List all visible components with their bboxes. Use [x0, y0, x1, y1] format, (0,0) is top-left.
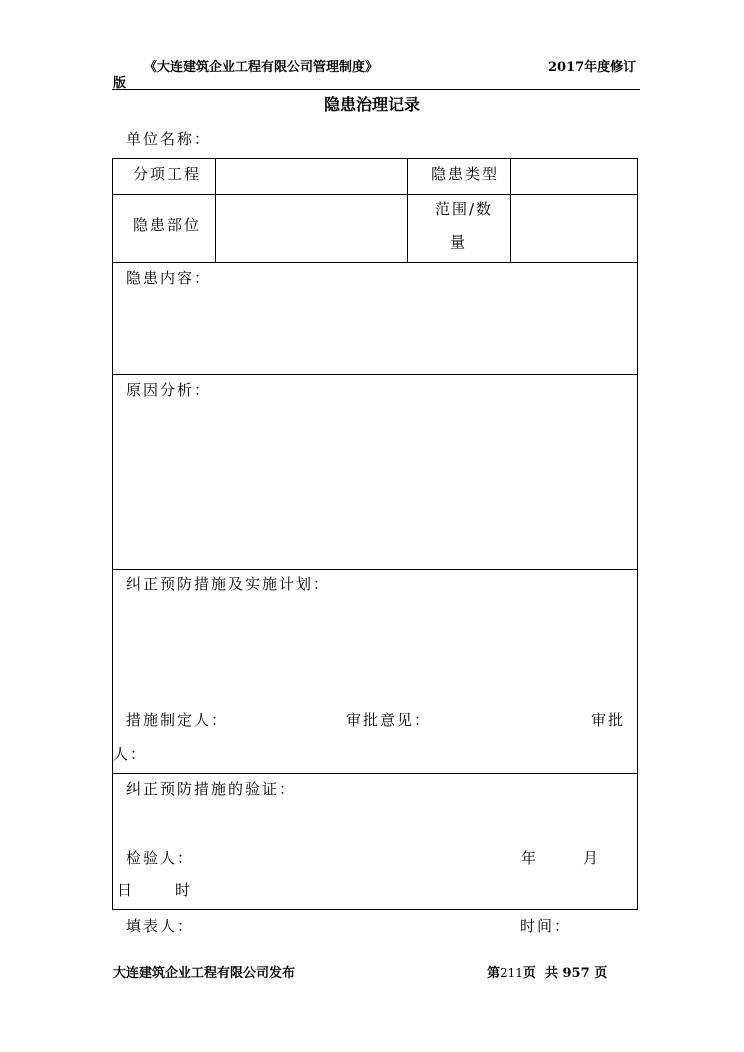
hazard-record-table: [112, 158, 638, 910]
header-divider: [112, 89, 640, 90]
approval-opinion-label: 审批意见：: [346, 711, 432, 729]
year-label: 年: [521, 849, 539, 867]
footer-publisher: 大连建筑企业工程有限公司发布: [113, 966, 296, 981]
corrective-plan-label: 纠正预防措施及实施计划：: [126, 575, 331, 593]
page-current: 211: [500, 966, 523, 980]
row-divider-1: [113, 194, 637, 195]
subproject-label: 分项工程: [133, 165, 202, 183]
day-label: 日: [117, 881, 135, 899]
hour-label: 时: [175, 881, 193, 899]
verification-label: 纠正预防措施的验证：: [126, 780, 297, 798]
unit-name-label: 单位名称：: [126, 130, 212, 148]
header-document-title: 《大连建筑企业工程有限公司管理制度》: [144, 60, 379, 75]
header-revision-wrap: 版: [113, 76, 127, 91]
filler-label: 填表人：: [126, 917, 195, 935]
scope-quantity-label-wrap: 量: [450, 233, 468, 251]
page-total: 957: [562, 966, 590, 981]
approver-label: 审批: [591, 711, 626, 729]
col-divider-3: [510, 159, 511, 262]
col-divider-1: [215, 159, 216, 262]
row-divider-5: [113, 773, 637, 774]
page-middle: 页 共: [522, 966, 558, 981]
month-label: 月: [583, 849, 601, 867]
time-label: 时间：: [520, 917, 572, 935]
row-divider-2: [113, 262, 637, 263]
cause-analysis-label: 原因分析：: [126, 381, 212, 399]
approver-label-wrap: 人：: [113, 745, 148, 763]
row-divider-4: [113, 569, 637, 570]
page-prefix: 第: [487, 966, 501, 981]
row-divider-3: [113, 374, 637, 375]
form-title: 隐患治理记录: [323, 95, 420, 114]
inspector-label: 检验人：: [126, 849, 195, 867]
planner-label: 措施制定人：: [126, 711, 229, 729]
header-revision: 2017年度修订: [548, 60, 637, 75]
hazard-content-label: 隐患内容：: [126, 269, 212, 287]
scope-quantity-label: 范围/数: [435, 200, 494, 218]
hazard-type-label: 隐患类型: [431, 165, 500, 183]
hazard-location-label: 隐患部位: [133, 216, 202, 234]
page-suffix: 页: [594, 966, 608, 981]
footer-page-number: [487, 962, 607, 981]
col-divider-2: [407, 159, 408, 262]
